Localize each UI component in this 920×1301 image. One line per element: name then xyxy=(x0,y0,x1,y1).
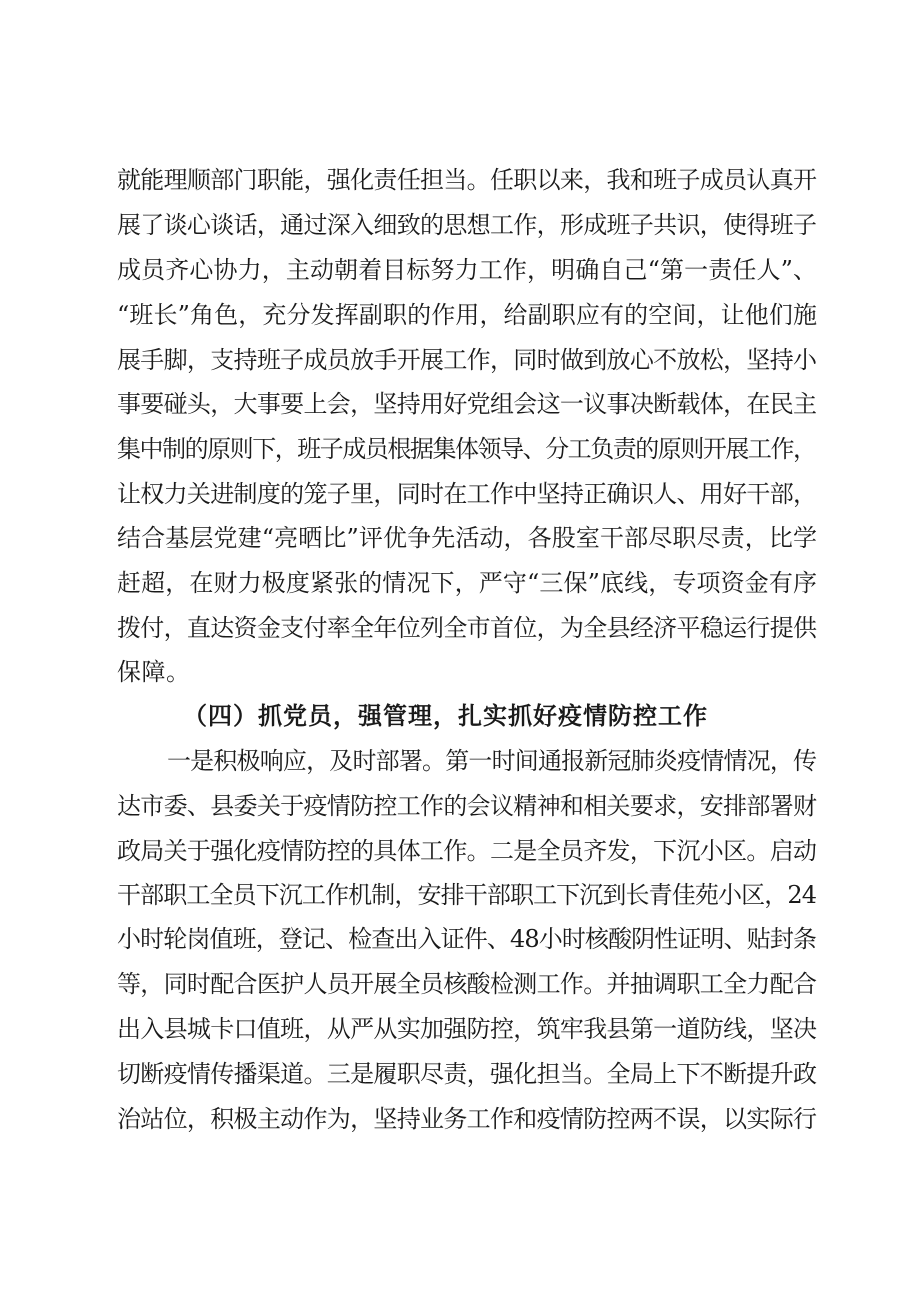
paragraph-line: 保障。 xyxy=(117,658,191,686)
paragraph-line: 成员齐心协力，主动朝着目标努力工作，明确自己“第一责任人”、 xyxy=(117,256,818,284)
paragraph-line: “班长”角色，充分发挥副职的作用，给副职应有的空间，让他们施 xyxy=(117,301,818,329)
paragraph-line: 干部职工全员下沉工作机制，安排干部职工下沉到长青佳苑小区，24 xyxy=(117,881,817,909)
paragraph-line: 治站位，积极主动作为，坚持业务工作和疫情防控两不误，以实际行 xyxy=(117,1105,817,1133)
paragraph-line: 等，同时配合医护人员开展全员核酸检测工作。并抽调职工全力配合 xyxy=(117,970,817,998)
paragraph-line: 小时轮岗值班，登记、检查出入证件、48小时核酸阴性证明、贴封条 xyxy=(117,925,817,953)
paragraph-line: 展了谈心谈话，通过深入细致的思想工作，形成班子共识，使得班子 xyxy=(117,211,817,239)
paragraph-line: 让权力关进制度的笼子里，同时在工作中坚持正确识人、用好干部， xyxy=(117,480,817,508)
paragraph-line: 展手脚，支持班子成员放手开展工作，同时做到放心不放松，坚持小 xyxy=(117,346,817,374)
paragraph-line: 拨付，直达资金支付率全年位列全市首位，为全县经济平稳运行提供 xyxy=(117,614,817,642)
paragraph-line: 出入县城卡口值班，从严从实加强防控，筑牢我县第一道防线，坚决 xyxy=(117,1015,817,1043)
paragraph-line: 结合基层党建“亮晒比”评优争先活动，各股室干部尽职尽责，比学 xyxy=(117,524,818,552)
paragraph-line: 政局关于强化疫情防控的具体工作。二是全员齐发，下沉小区。启动 xyxy=(117,837,817,865)
paragraph-line: 达市委、县委关于疫情防控工作的会议精神和相关要求，安排部署财 xyxy=(117,792,817,820)
paragraph-line: 一是积极响应，及时部署。第一时间通报新冠肺炎疫情情况，传 xyxy=(167,747,817,775)
paragraph-line: 就能理顺部门职能，强化责任担当。任职以来，我和班子成员认真开 xyxy=(117,166,817,194)
paragraph-line: 集中制的原则下，班子成员根据集体领导、分工负责的原则开展工作， xyxy=(117,435,816,463)
section-heading: （四）抓党员，强管理，扎实抓好疫情防控工作 xyxy=(183,701,708,730)
paragraph-line: 事要碰头，大事要上会，坚持用好党组会这一议事决断载体，在民主 xyxy=(117,390,817,418)
paragraph-line: 切断疫情传播渠道。三是履职尽责，强化担当。全局上下不断提升政 xyxy=(117,1060,817,1088)
paragraph-line: 赶超，在财力极度紧张的情况下，严守“三保”底线，专项资金有序 xyxy=(117,569,818,597)
